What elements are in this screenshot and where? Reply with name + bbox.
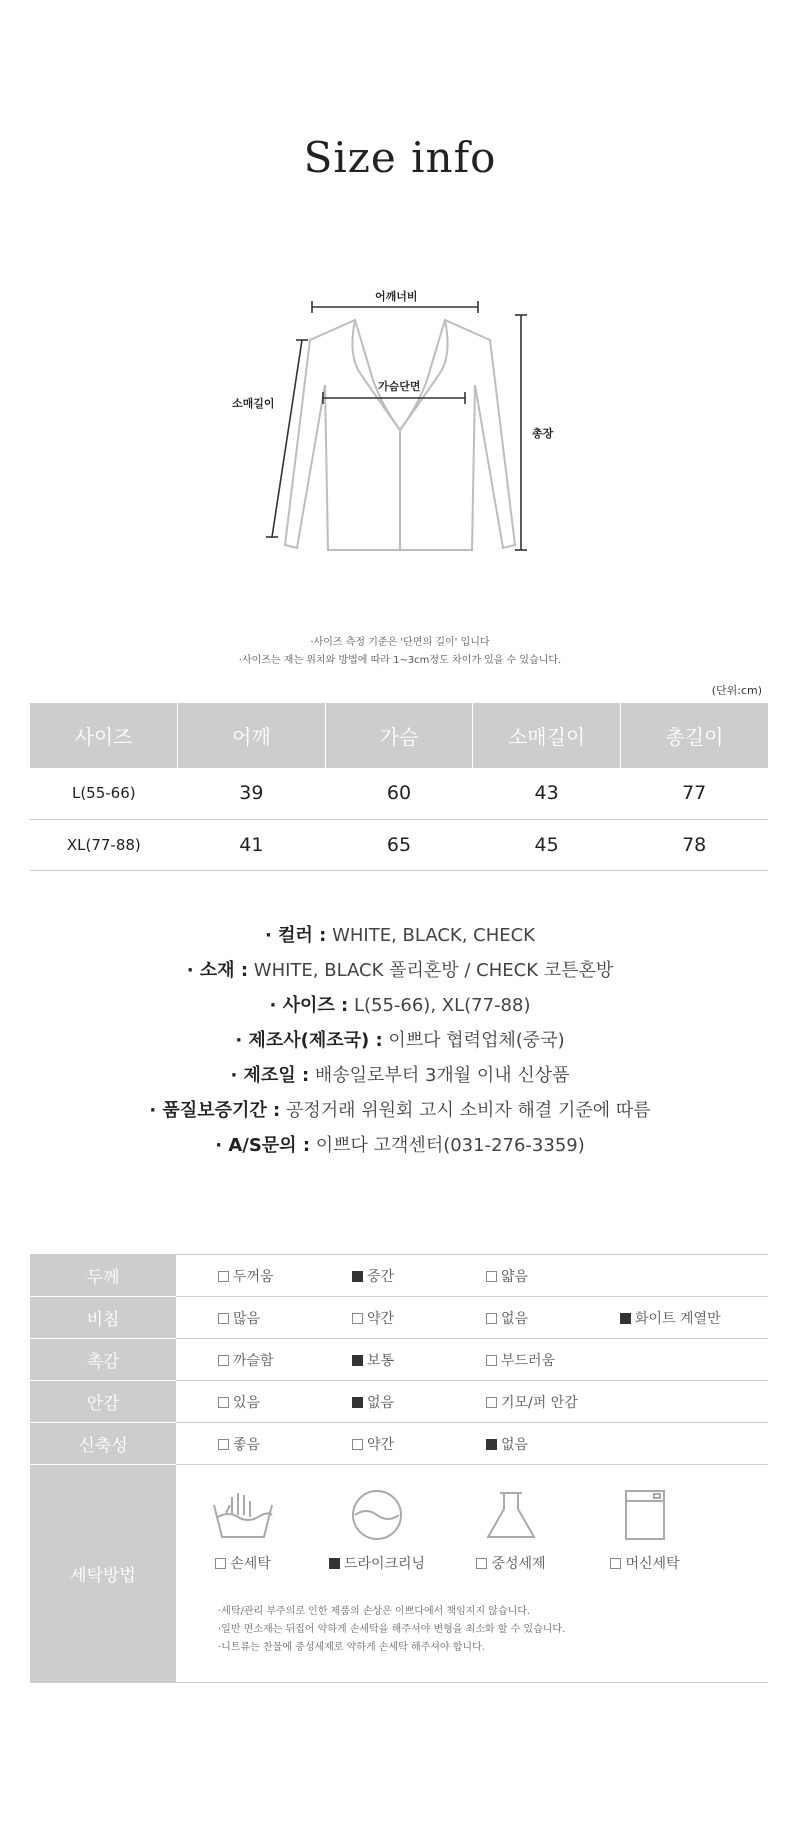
wash-note: ·일반 면소재는 뒤집어 약하게 손세탁을 해주셔야 변형을 최소화 할 수 있습니다. [218,1624,566,1635]
option [176,1434,310,1454]
chest-label: 가슴단면 [378,380,421,393]
wash-label [444,1553,578,1573]
info-color [0,918,800,953]
option-label: 손세탁 [230,1556,271,1572]
checkbox [486,1397,497,1408]
option-label: 보통 [367,1352,395,1369]
info-label: · 소재 : [186,960,249,981]
info-label: · 제조일 : [230,1065,310,1086]
option-label: 없음 [501,1436,529,1453]
wash-label [578,1553,712,1573]
option-label: 드라이크리닝 [343,1556,426,1572]
info-label: · A/S문의 : [215,1135,311,1156]
header-cell: 총길이 [620,703,768,768]
option [176,1308,310,1328]
page-title: Size info [303,133,497,182]
option-label: 중성세제 [491,1556,546,1572]
option [444,1350,578,1370]
unit-label: (단위:cm) [711,684,762,697]
info-value: L(55-66), XL(77-88) [348,995,531,1016]
info-label: · 품질보증기간 : [149,1100,281,1121]
option [444,1392,578,1412]
option [310,1434,444,1454]
info-value: 배송일로부터 3개월 이내 신상품 [309,1065,570,1086]
size-table-header [30,703,768,768]
fabric-care-table [30,1254,768,1683]
checkbox [218,1313,229,1324]
info-manufacture-date [0,1058,800,1093]
row-head: 세탁방법 [30,1465,176,1683]
checkbox [620,1313,631,1324]
checkbox [486,1271,497,1282]
option [444,1434,578,1454]
wash-note: ·니트류는 찬물에 중성세제로 약하게 손세탁 해주셔야 합니다. [218,1642,485,1653]
option-label: 기모/퍼 안감 [501,1394,578,1411]
checkbox [476,1558,487,1569]
hand-wash-icon [208,1487,278,1543]
header-cell: 어깨 [178,703,326,768]
sleeve-label: 소매길이 [232,397,275,410]
options-cell [176,1423,768,1465]
checkbox [218,1439,229,1450]
option-label: 얇음 [501,1268,529,1285]
garment-diagram [232,285,570,575]
checkbox [329,1558,340,1569]
product-info [0,918,800,1163]
info-label: · 제조사(제조국) : [235,1030,383,1051]
option-label: 없음 [501,1310,529,1327]
checkbox [486,1313,497,1324]
option-label: 없음 [367,1394,395,1411]
options-cell [176,1297,768,1339]
info-value: WHITE, BLACK, CHECK [326,925,535,946]
checkbox [218,1397,229,1408]
info-manufacturer [0,1023,800,1058]
row-head: 두께 [30,1255,176,1297]
size-cell: L(55-66) [30,768,178,819]
care-row-texture [30,1339,768,1381]
wash-notes [218,1603,565,1657]
table-row [30,819,768,870]
care-row-lining [30,1381,768,1423]
info-value: 이쁘다 협력업체(중국) [382,1030,565,1051]
wash-option [578,1487,712,1573]
jacket-illustration [240,285,570,575]
checkbox [218,1271,229,1282]
info-label: · 사이즈 : [269,995,349,1016]
care-row-washing [30,1465,768,1683]
checkbox [352,1397,363,1408]
row-head: 안감 [30,1381,176,1423]
options-cell [176,1255,768,1297]
option-label: 머신세탁 [625,1556,680,1572]
info-size [0,988,800,1023]
option [310,1392,444,1412]
info-value: 공정거래 위원회 고시 소비자 해결 기준에 따름 [280,1100,651,1121]
info-material [0,953,800,988]
option-label: 약간 [367,1436,395,1453]
info-label: · 컬러 : [265,925,327,946]
option-label: 있음 [233,1394,261,1411]
length-label: 총장 [532,427,554,440]
row-head: 촉감 [30,1339,176,1381]
checkbox [215,1558,226,1569]
option-label: 약간 [367,1310,395,1327]
table-row [30,768,768,819]
option-label: 화이트 계열만 [635,1310,721,1327]
header-cell: 가슴 [325,703,473,768]
option [176,1266,310,1286]
wash-label [310,1553,444,1573]
size-cell: XL(77-88) [30,819,178,870]
value-cell: 65 [325,819,473,870]
option-label: 중간 [367,1268,395,1285]
row-head: 비침 [30,1297,176,1339]
option [444,1308,578,1328]
checkbox [352,1355,363,1366]
checkbox [486,1439,497,1450]
wash-option [310,1487,444,1573]
care-row-transparency [30,1297,768,1339]
wash-cell [176,1465,768,1683]
options-cell [176,1339,768,1381]
info-value: WHITE, BLACK 폴리혼방 / CHECK 코튼혼방 [248,960,614,981]
checkbox [610,1558,621,1569]
value-cell: 41 [178,819,326,870]
option [310,1350,444,1370]
info-value: 이쁘다 고객센터(031-276-3359) [310,1135,585,1156]
checkbox [352,1313,363,1324]
neutral-detergent-icon [476,1487,546,1543]
option [578,1308,721,1328]
note-line: ·사이즈 측정 기준은 '단면의 길이' 입니다 [310,637,490,648]
option-label: 좋음 [233,1436,261,1453]
checkbox [352,1271,363,1282]
value-cell: 39 [178,768,326,819]
washing-machine-icon [610,1487,680,1543]
shoulder-label: 어깨너비 [375,290,418,303]
header-cell: 사이즈 [30,703,178,768]
wash-option [176,1487,310,1573]
option [310,1308,444,1328]
header-cell: 소매길이 [473,703,621,768]
option-label: 두꺼움 [233,1268,274,1285]
option [176,1350,310,1370]
info-as-contact [0,1128,800,1163]
option-label: 까슬함 [233,1352,274,1369]
option [444,1266,578,1286]
option [176,1392,310,1412]
dry-clean-icon [342,1487,412,1543]
measurement-notes [0,634,800,670]
option-label: 부드러움 [501,1352,556,1369]
value-cell: 78 [620,819,768,870]
value-cell: 43 [473,768,621,819]
wash-label [176,1553,310,1573]
care-row-elasticity [30,1423,768,1465]
note-line: ·사이즈는 재는 위치와 방법에 따라 1~3cm정도 차이가 있을 수 있습니다. [238,655,562,666]
option [310,1266,444,1286]
checkbox [218,1355,229,1366]
checkbox [486,1355,497,1366]
wash-option [444,1487,578,1573]
options-cell [176,1381,768,1423]
wash-note: ·세탁/관리 부주의로 인한 제품의 손상은 이쁘다에서 책임지지 않습니다. [218,1606,531,1617]
size-table [30,703,768,871]
checkbox [352,1439,363,1450]
value-cell: 45 [473,819,621,870]
option-label: 많음 [233,1310,261,1327]
value-cell: 77 [620,768,768,819]
care-row-thickness [30,1255,768,1297]
row-head: 신축성 [30,1423,176,1465]
info-warranty [0,1093,800,1128]
value-cell: 60 [325,768,473,819]
